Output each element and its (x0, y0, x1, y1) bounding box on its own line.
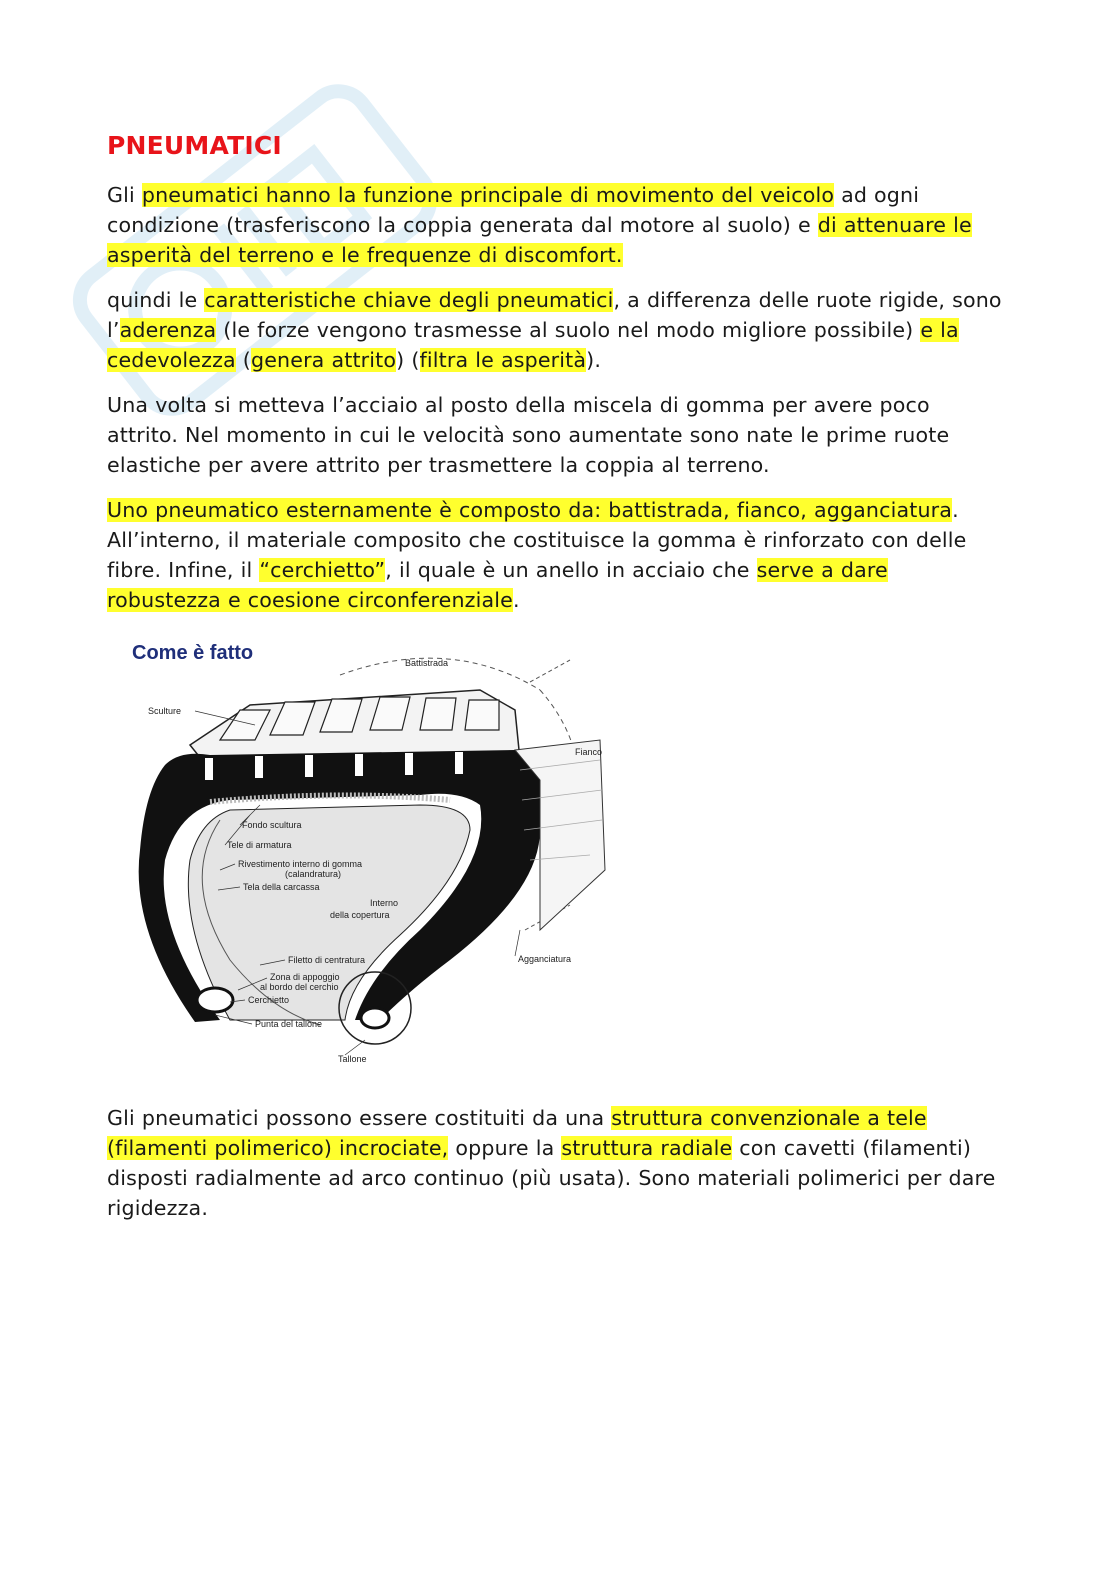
label-tela-carcassa: Tela della carcassa (243, 882, 320, 892)
text-run: Gli (107, 183, 142, 207)
highlighted-text: aderenza (119, 318, 217, 342)
label-tele-armatura: Tele di armatura (227, 840, 292, 850)
text-run: quindi le (107, 288, 205, 312)
page-title: PNEUMATICI (107, 131, 282, 160)
figure-heading: Come è fatto (132, 642, 254, 664)
highlighted-text: caratteristiche chiave degli pneumatici (204, 288, 614, 312)
highlighted-text: serve a dare robustezza e coesione circonferenziale (107, 558, 888, 612)
text-run: ). (586, 348, 602, 372)
text-run: (le forze vengono trasmesse al suolo nel modo migliore possibile) (216, 318, 921, 342)
document-page (107, 128, 1007, 615)
label-interno-2: della copertura (330, 910, 390, 920)
label-filetto: Filetto di centratura (288, 955, 366, 965)
text-run: . All’interno, il materiale composito che costituisce la gomma è rinforzato con delle fibre. Infine, il (107, 498, 967, 582)
text-run: , a differenza delle ruote rigide, sono l’ (107, 288, 1002, 342)
highlighted-text: struttura radiale (561, 1136, 733, 1160)
paragraph-5 (107, 1103, 1007, 1223)
text-run: Gli pneumatici possono essere costituiti da una (107, 1106, 612, 1130)
highlighted-text: e la cedevolezza (107, 318, 959, 372)
highlighted-text: struttura convenzionale a tele (filamenti polimerico) incrociate, (107, 1106, 927, 1160)
label-rivestimento-1: Rivestimento interno di gomma (238, 859, 363, 869)
text-run: con cavetti (filamenti) disposti radialmente ad arco continuo (più usata). Sono materiali polimerici per dare rigidezza. (107, 1136, 996, 1220)
text-run: ) ( (396, 348, 420, 372)
text-run: , il quale è un anello in acciaio che (385, 558, 757, 582)
label-fianco: Fianco (575, 747, 603, 757)
highlighted-text: di attenuare le asperità del terreno e le frequenze di discomfort. (107, 213, 972, 267)
paragraph-2 (107, 285, 1007, 375)
highlighted-text: pneumatici hanno la funzione principale di movimento del veicolo (141, 183, 835, 207)
label-zona-1: Zona di appoggio (270, 972, 340, 982)
paragraph-4 (107, 495, 1007, 615)
label-fondo-scultura: Fondo scultura (242, 820, 302, 830)
label-sculture: Sculture (148, 706, 182, 716)
label-tallone: Tallone (338, 1054, 367, 1064)
label-interno-1: Interno (370, 898, 399, 908)
text-run: ad ogni condizione (trasferiscono la coppia generata dal motore al suolo) e (107, 183, 920, 237)
tire-cross-section-diagram (120, 630, 610, 1075)
highlighted-text: Uno pneumatico esternamente è composto da: battistrada, fianco, agganciatura (107, 498, 953, 522)
label-agganciatura: Agganciatura (518, 954, 572, 964)
text-run: oppure la (448, 1136, 562, 1160)
label-cerchietto: Cerchietto (248, 995, 290, 1005)
label-battistrada: Battistrada (405, 658, 449, 668)
text-run: Una volta si metteva l’acciaio al posto della miscela di gomma per avere poco attrito. Nel momento in cui le velocità sono aumentate sono nate le prime ruote elastiche per avere attrito per trasmettere la coppia al terreno. (107, 393, 950, 477)
text-run: . (512, 588, 520, 612)
label-rivestimento-2: (calandratura) (285, 869, 342, 879)
paragraph-3 (107, 390, 1007, 480)
text-run: ( (235, 348, 251, 372)
highlighted-text: “cerchietto” (259, 558, 386, 582)
highlighted-text: genera attrito (251, 348, 397, 372)
label-punta-tallone: Punta del tallone (255, 1019, 323, 1029)
paragraph-1 (107, 180, 1007, 270)
label-zona-2: al bordo del cerchio (260, 982, 339, 992)
highlighted-text: filtra le asperità (419, 348, 587, 372)
